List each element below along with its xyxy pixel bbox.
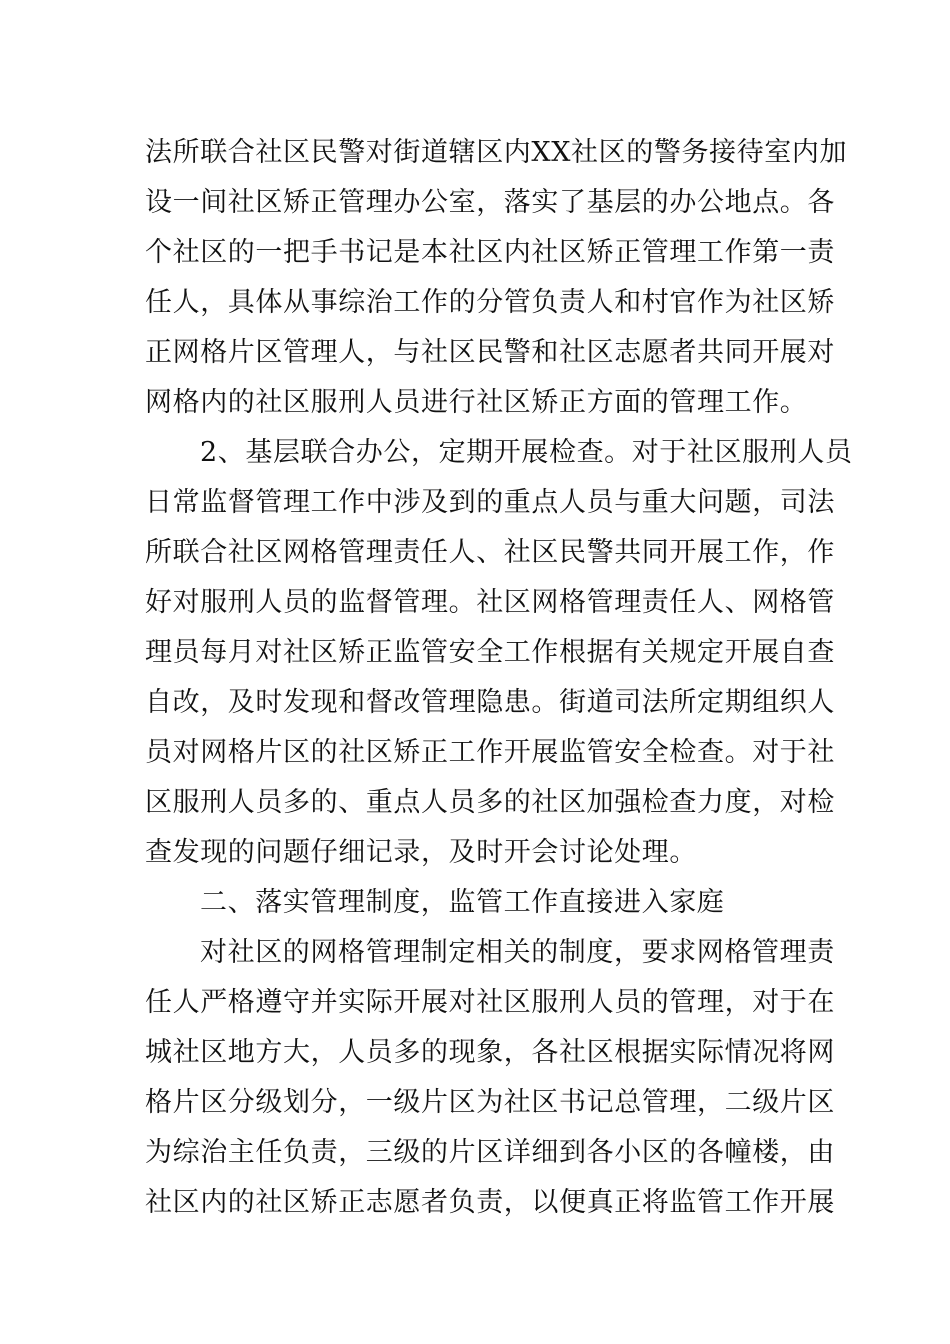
text-line: 查发现的问题仔细记录，及时开会讨论处理。	[145, 837, 697, 868]
text-line: 日常监督管理工作中涉及到的重点人员与重大问题，司法	[145, 487, 835, 518]
text-line: 区服刑人员多的、重点人员多的社区加强检查力度，对检	[145, 787, 835, 818]
text-line: 为综治主任负责，三级的片区详细到各小区的各幢楼，由	[145, 1137, 835, 1168]
paragraph-start-line: 2、基层联合办公，定期开展检查。对于社区服刑人员	[200, 437, 853, 468]
text-line: 所联合社区网格管理责任人、社区民警共同开展工作，作	[145, 537, 835, 568]
text-line: 任人，具体从事综治工作的分管负责人和村官作为社区矫	[145, 287, 835, 318]
text-line: 法所联合社区民警对街道辖区内XX社区的警务接待室内加	[145, 137, 848, 168]
text-line: 好对服刑人员的监督管理。社区网格管理责任人、网格管	[145, 587, 835, 618]
text-line: 理员每月对社区矫正监管安全工作根据有关规定开展自查	[145, 637, 835, 668]
text-line: 员对网格片区的社区矫正工作开展监管安全检查。对于社	[145, 737, 835, 768]
text-line: 城社区地方大，人员多的现象，各社区根据实际情况将网	[145, 1037, 835, 1068]
text-line: 格片区分级划分，一级片区为社区书记总管理，二级片区	[145, 1087, 835, 1118]
section-heading: 二、落实管理制度，监管工作直接进入家庭	[200, 887, 725, 918]
text-line: 任人严格遵守并实际开展对社区服刑人员的管理，对于在	[145, 987, 835, 1018]
text-line: 社区内的社区矫正志愿者负责，以便真正将监管工作开展	[145, 1187, 835, 1218]
text-line: 自改，及时发现和督改管理隐患。街道司法所定期组织人	[145, 687, 835, 718]
body-text	[145, 128, 853, 1228]
text-line: 个社区的一把手书记是本社区内社区矫正管理工作第一责	[145, 237, 835, 268]
text-line: 设一间社区矫正管理办公室，落实了基层的办公地点。各	[145, 187, 835, 218]
paragraph-start-line: 对社区的网格管理制定相关的制度，要求网格管理责	[200, 937, 835, 968]
text-line: 正网格片区管理人，与社区民警和社区志愿者共同开展对	[145, 337, 835, 368]
text-line: 网格内的社区服刑人员进行社区矫正方面的管理工作。	[145, 387, 808, 418]
